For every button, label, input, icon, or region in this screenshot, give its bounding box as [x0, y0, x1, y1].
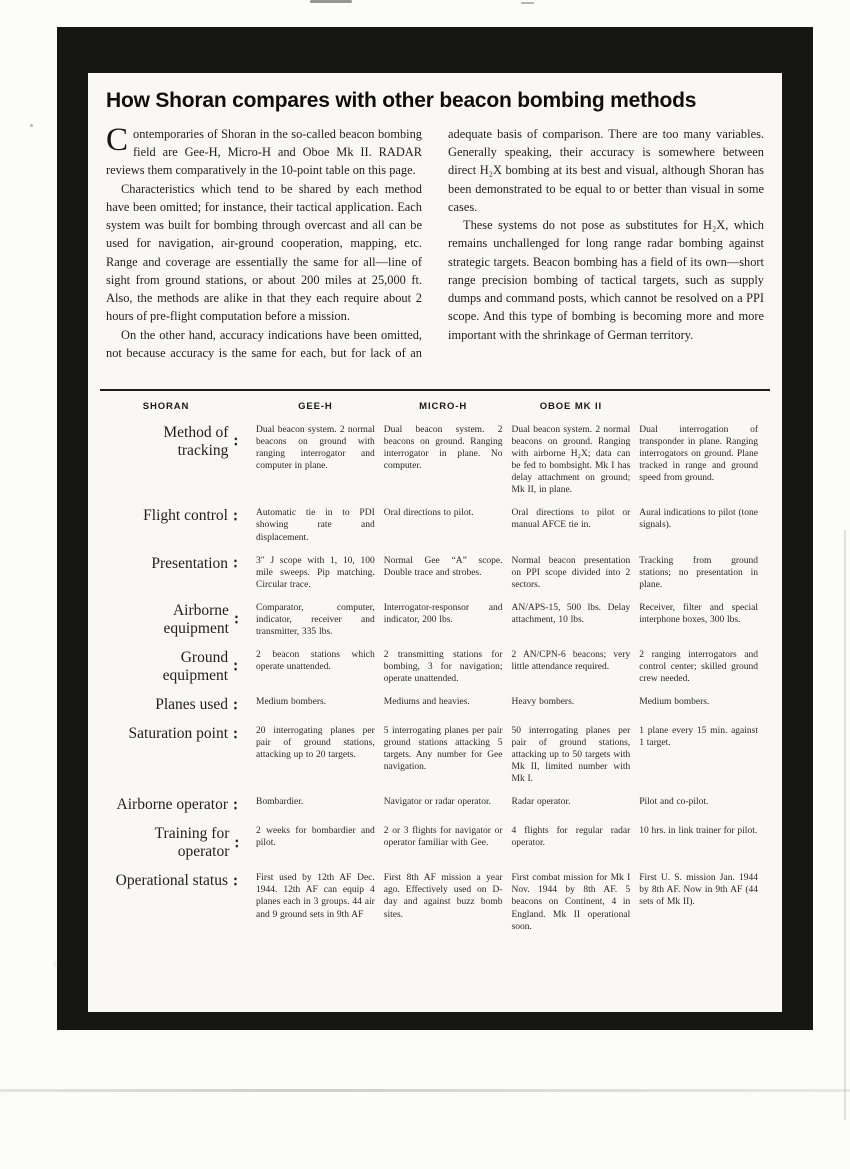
- cell-shoran: Dual beacon system. 2 normal beacons on ground with ranging interrogator and computer in plane.: [256, 425, 375, 472]
- cell-oboe-mk-ii: Pilot and co-pilot.: [639, 797, 709, 808]
- row-label-colon: :: [233, 553, 238, 573]
- row-label: Flight control: [143, 507, 228, 525]
- table-row: [112, 555, 758, 591]
- table-body: [112, 424, 758, 933]
- cell-gee-h: Navigator or radar operator.: [383, 797, 491, 808]
- page-black-mat: [57, 27, 813, 1030]
- row-label-group: [112, 602, 247, 638]
- scan-artifact-top-smudge: [310, 0, 352, 3]
- table-row: [112, 507, 758, 543]
- table-row: [112, 649, 758, 685]
- scan-artifact-top-smudge-small: [521, 2, 534, 4]
- intro-paragraph-1-text: ontemporaries of Shoran in the so-called beacon bombing field are Gee-H, Micro-H and Oboe Mk II. RADAR reviews them comparatively in the 10-point table on this page.: [106, 127, 422, 178]
- table-header-row: [112, 401, 758, 412]
- row-label: Ground equipment: [162, 648, 229, 684]
- column-header-shoran: SHORAN: [142, 401, 190, 412]
- row-label-group: [112, 725, 247, 743]
- row-label-group: [112, 424, 247, 460]
- cell-oboe-mk-ii: 2 ranging interrogators and control center; skilled ground crew needed.: [639, 649, 758, 685]
- row-label-group: [112, 872, 247, 890]
- row-label-colon: :: [233, 724, 238, 743]
- cell-micro-h: First combat mission for Mk I Nov. 1944 by 8th AF. 5 beacons on Continent, 4 in England. Mk II operational soon.: [511, 873, 631, 932]
- cell-micro-h: 2 AN/CPN-6 beacons; very little attendance required.: [511, 649, 631, 672]
- scan-artifact-paper-edge-bottom: [0, 1089, 850, 1092]
- cell-shoran: Comparator, computer, indicator, receiver and transmitter, 335 lbs.: [256, 602, 375, 637]
- row-label-group: [112, 507, 247, 525]
- intro-paragraph-4: These systems do not pose as substitutes for H₂X, which remains unchallenged for long range radar bombing against strategic targets. Beacon bombing has a field of its own—short range precision bombing of tactical targets, such as supply dumps and command posts, which cannot be resolved on a PPI scope. And this type of bombing is becoming more and more important with the shrinkage of German territory.: [448, 218, 764, 342]
- row-label-colon: :: [234, 833, 240, 852]
- cell-oboe-mk-ii: Tracking from ground stations; no presentation in plane.: [639, 555, 758, 590]
- cell-shoran: 20 interrogating planes per pair of ground stations, attacking up to 20 targets.: [256, 726, 375, 761]
- row-label-group: [112, 555, 247, 573]
- row-label: Training for operator: [154, 825, 230, 861]
- cell-micro-h: Oral directions to pilot or manual AFCE tie in.: [511, 508, 631, 531]
- cell-oboe-mk-ii: Medium bombers.: [639, 697, 710, 708]
- cell-gee-h: 2 transmitting stations for bombing, 3 for navigation; operate unattended.: [383, 649, 503, 685]
- row-label-group: [112, 696, 247, 714]
- table-row: [112, 796, 758, 814]
- cell-gee-h: Oral directions to pilot.: [383, 508, 474, 519]
- cell-oboe-mk-ii: Dual interrogation of transponder in plane. Ranging interrogators on ground. Plane tracked in range and ground speed from ground.: [639, 425, 758, 484]
- intro-text: [106, 122, 764, 377]
- cell-gee-h: 5 interrogating planes per pair ground stations attacking 5 targets. Any number for Gee navigation.: [383, 726, 503, 773]
- row-label: Airborne operator: [116, 796, 228, 814]
- table-row: [112, 602, 758, 638]
- row-label-colon: :: [233, 432, 239, 451]
- row-label: Saturation point: [128, 725, 228, 743]
- cell-micro-h: 50 interrogating planes per pair of ground stations, attacking up to 50 targets with Mk II, limited number with Mk I.: [511, 726, 631, 785]
- row-label: Airborne equipment: [163, 601, 229, 637]
- comparison-table: [106, 401, 764, 933]
- cell-gee-h: First 8th AF mission a year ago. Effectively used on D-day and against buzz bomb sites.: [383, 873, 503, 920]
- cell-shoran: 3″ J scope with 1, 10, 100 mile sweeps. Pip matching. Circular trace.: [256, 555, 375, 590]
- cell-shoran: Bombardier.: [256, 797, 304, 808]
- cell-micro-h: AN/APS-15, 500 lbs. Delay attachment, 10 lbs.: [511, 602, 631, 625]
- cell-gee-h: 2 or 3 flights for navigator or operator familiar with Gee.: [383, 826, 503, 849]
- intro-paragraph-1: [106, 122, 422, 180]
- scan-artifact-paper-edge-right: [844, 530, 846, 1120]
- cell-gee-h: Mediums and heavies.: [383, 697, 470, 708]
- cell-micro-h: Heavy bombers.: [511, 697, 575, 708]
- row-label-group: [112, 649, 247, 685]
- cell-shoran: Automatic tie in to PDI showing rate and displacement.: [256, 508, 375, 543]
- row-label-colon: :: [233, 506, 238, 525]
- column-header-gee-h: GEE-H: [298, 401, 333, 412]
- row-label-colon: :: [233, 609, 239, 629]
- row-label-colon: :: [233, 795, 238, 815]
- table-row: [112, 424, 758, 496]
- cell-shoran: First used by 12th AF Dec. 1944. 12th AF can equip 4 planes each in 3 groups. 44 air and 9 ground sets in 9th AF: [256, 873, 375, 920]
- cell-shoran: Medium bombers.: [256, 697, 327, 708]
- cell-oboe-mk-ii: 1 plane every 15 min. against 1 target.: [639, 726, 758, 749]
- cell-gee-h: Interrogator-responsor and indicator, 200 lbs.: [383, 602, 503, 625]
- cell-oboe-mk-ii: First U. S. mission Jan. 1944 by 8th AF. Now in 9th AF (44 sets of Mk II).: [639, 873, 758, 908]
- intro-paragraph-3: On the other hand, accuracy indications have been omitted, not because accuracy is the same for each, but for lack of an adequate basis of comparison. There are too many variables. Generally speaking, their accuracy is somewhere between direct H₂X bombing at its best and visual, although Shoran has been demonstrated to be equal to or better than visual in some cases.: [106, 127, 764, 360]
- table-row: [112, 872, 758, 932]
- cell-oboe-mk-ii: Receiver, filter and special interphone boxes, 300 lbs.: [639, 602, 758, 625]
- table-row: [112, 725, 758, 785]
- row-label-group: [112, 796, 247, 814]
- table-row: [112, 825, 758, 861]
- row-label: Method of tracking: [163, 424, 229, 459]
- row-label: Planes used: [155, 696, 228, 714]
- cell-micro-h: Radar operator.: [511, 797, 571, 808]
- cell-oboe-mk-ii: Aural indications to pilot (tone signals).: [639, 508, 758, 531]
- drop-cap: C: [106, 122, 129, 158]
- table-row: [112, 696, 758, 714]
- cell-micro-h: 4 flights for regular radar operator.: [511, 826, 631, 849]
- row-label-colon: :: [233, 657, 239, 676]
- intro-paragraph-2: Characteristics which tend to be shared by each method have been omitted; for instance, their tactical application. Each system was built for bombing through overcast and all can be used for navigation, air-ground cooperation, mapping, etc. Range and coverage are essentially the same for all—line of sight from ground stations, or about 200 miles at 25,000 ft. Also, the methods are alike in that they each require about 2 hours of pre-flight computation before a mission.: [106, 181, 422, 324]
- cell-shoran: 2 weeks for bombardier and pilot.: [256, 826, 375, 849]
- magazine-page: [88, 73, 782, 1012]
- row-label-group: [112, 825, 247, 861]
- row-label: Presentation: [151, 554, 228, 572]
- row-label-colon: :: [233, 695, 238, 714]
- column-header-micro-h: MICRO-H: [419, 401, 468, 412]
- section-divider-rule: [100, 389, 770, 391]
- row-label: Operational status: [115, 872, 228, 890]
- cell-gee-h: Normal Gee “A” scope. Double trace and strobes.: [383, 555, 503, 578]
- row-label-colon: :: [233, 871, 238, 890]
- cell-gee-h: Dual beacon system. 2 beacons on ground. Ranging interrogator in plane. No computer.: [383, 425, 503, 472]
- scan-artifact-left-speck: [30, 124, 33, 127]
- cell-oboe-mk-ii: 10 hrs. in link trainer for pilot.: [639, 826, 758, 837]
- cell-micro-h: Dual beacon system. 2 normal beacons on ground. Ranging with airborne H₂X; data can be fed to bombsight. Mk I has delay attachment on ground; Mk II, in plane.: [511, 425, 631, 496]
- page-title: How Shoran compares with other beacon bombing methods: [106, 89, 697, 112]
- cell-micro-h: Normal beacon presentation on PPI scope divided into 2 sectors.: [511, 555, 631, 590]
- cell-shoran: 2 beacon stations which operate unattended.: [256, 649, 375, 672]
- column-header-oboe-mk-ii: OBOE MK II: [539, 401, 603, 412]
